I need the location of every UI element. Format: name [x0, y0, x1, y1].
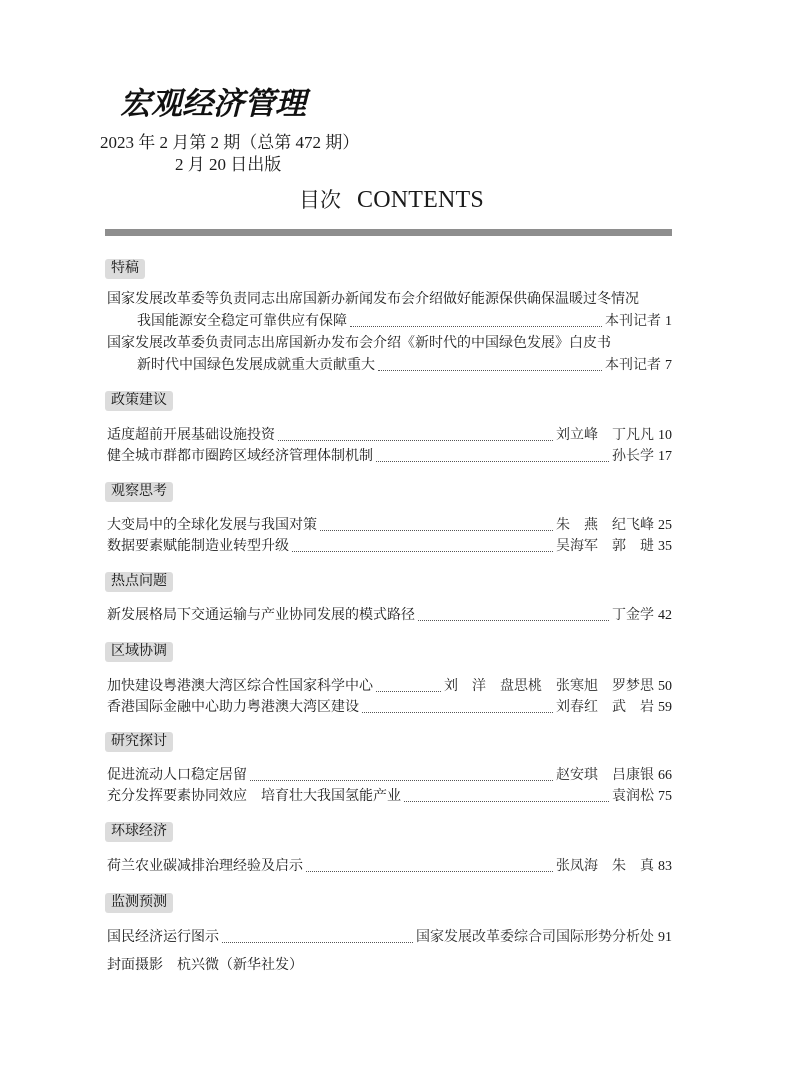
section-label: 观察思考	[105, 482, 173, 502]
toc-entry-page: 66	[658, 768, 672, 783]
toc-entry	[107, 857, 672, 877]
publish-date: 2 月 20 日出版	[175, 155, 282, 174]
toc-entry-title: 国民经济运行图示	[107, 930, 219, 945]
toc-entry	[107, 766, 672, 786]
toc-entry-title: 加快建设粤港澳大湾区综合性国家科学中心	[107, 679, 373, 694]
toc-entry	[107, 677, 672, 697]
section-label: 监测预测	[105, 893, 173, 913]
toc-entry-title: 健全城市群都市圈跨区域经济管理体制机制	[107, 449, 373, 464]
toc-entry-page: 7	[665, 358, 672, 373]
heading-rule-bar	[105, 229, 672, 236]
toc-entry-page: 10	[658, 428, 672, 443]
toc-entry-title: 新时代中国绿色发展成就重大贡献重大	[137, 358, 375, 373]
toc-headline-text: 国家发展改革委负责同志出席国新办发布会介绍《新时代的中国绿色发展》白皮书	[107, 336, 611, 351]
toc-entry-title: 充分发挥要素协同效应 培育壮大我国氢能产业	[107, 789, 401, 804]
toc-entry-authors: 本刊记者	[605, 358, 661, 373]
toc-headline-text: 国家发展改革委等负责同志出席国新办新闻发布会介绍做好能源保供确保温暖过冬情况	[107, 292, 639, 307]
toc-entry	[107, 447, 672, 467]
toc-entry-page: 35	[658, 539, 672, 554]
toc-entry-page: 59	[658, 700, 672, 715]
dot-leader	[418, 620, 609, 621]
journal-logo: 宏观经济管理	[120, 86, 306, 121]
dot-leader	[404, 801, 609, 802]
dot-leader	[378, 370, 602, 371]
toc-entry	[107, 516, 672, 536]
cover-photo-credit: 封面摄影 杭兴微（新华社发）	[107, 958, 303, 973]
toc-entry	[137, 356, 672, 376]
toc-entry	[107, 787, 672, 807]
toc-headline	[107, 334, 672, 354]
toc-entry-page: 83	[658, 859, 672, 874]
toc-entry	[107, 426, 672, 446]
section-label: 环球经济	[105, 822, 173, 842]
dot-leader	[222, 942, 413, 943]
dot-leader	[376, 691, 441, 692]
toc-entry-title: 大变局中的全球化发展与我国对策	[107, 518, 317, 533]
toc-entry	[107, 537, 672, 557]
section-label: 研究探讨	[105, 732, 173, 752]
toc-entry-title: 适度超前开展基础设施投资	[107, 428, 275, 443]
toc-entry-title: 数据要素赋能制造业转型升级	[107, 539, 289, 554]
toc-entry-authors: 刘立峰 丁凡凡	[556, 428, 654, 443]
toc-entry-authors: 刘 洋 盘思桃 张寒旭 罗梦思	[444, 679, 654, 694]
toc-entry-title: 促进流动人口稳定居留	[107, 768, 247, 783]
toc-entry-title: 新发展格局下交通运输与产业协同发展的模式路径	[107, 608, 415, 623]
toc-entry-authors: 本刊记者	[605, 314, 661, 329]
toc-entry-page: 42	[658, 608, 672, 623]
toc-entry-authors: 孙长学	[612, 449, 654, 464]
toc-entry	[107, 606, 672, 626]
toc-entry-authors: 丁金学	[612, 608, 654, 623]
dot-leader	[320, 530, 553, 531]
toc-entry-authors: 朱 燕 纪飞峰	[556, 518, 654, 533]
toc-entry-authors: 袁润松	[612, 789, 654, 804]
toc-entry-authors: 赵安琪 吕康银	[556, 768, 654, 783]
section-label: 政策建议	[105, 391, 173, 411]
issue-line: 2023 年 2 月第 2 期（总第 472 期）	[100, 133, 360, 152]
dot-leader	[376, 461, 609, 462]
contents-heading-en: CONTENTS	[357, 187, 484, 213]
dot-leader	[250, 780, 553, 781]
toc-entry	[107, 698, 672, 718]
section-label: 热点问题	[105, 572, 173, 592]
toc-entry-title: 我国能源安全稳定可靠供应有保障	[137, 314, 347, 329]
dot-leader	[362, 712, 553, 713]
toc-entry-authors: 国家发展改革委综合司国际形势分析处	[416, 930, 654, 945]
toc-entry-title: 香港国际金融中心助力粤港澳大湾区建设	[107, 700, 359, 715]
toc-entry-page: 17	[658, 449, 672, 464]
section-label: 区域协调	[105, 642, 173, 662]
dot-leader	[278, 440, 553, 441]
toc-headline	[107, 290, 672, 310]
dot-leader	[350, 326, 602, 327]
toc-entry	[107, 928, 672, 948]
toc-entry-page: 91	[658, 930, 672, 945]
toc-entry-page: 75	[658, 789, 672, 804]
toc-entry-authors: 张凤海 朱 真	[556, 859, 654, 874]
section-label: 特稿	[105, 259, 145, 279]
toc-entry	[137, 312, 672, 332]
toc-entry-page: 50	[658, 679, 672, 694]
toc-entry-authors: 刘春红 武 岩	[556, 700, 654, 715]
dot-leader	[292, 551, 553, 552]
toc-entry-page: 1	[665, 314, 672, 329]
toc-entry-authors: 吴海军 郭 琎	[556, 539, 654, 554]
contents-heading-cn: 目次	[299, 188, 341, 212]
dot-leader	[306, 871, 553, 872]
toc-entry-title: 荷兰农业碳减排治理经验及启示	[107, 859, 303, 874]
toc-entry-page: 25	[658, 518, 672, 533]
contents-heading	[299, 186, 484, 214]
